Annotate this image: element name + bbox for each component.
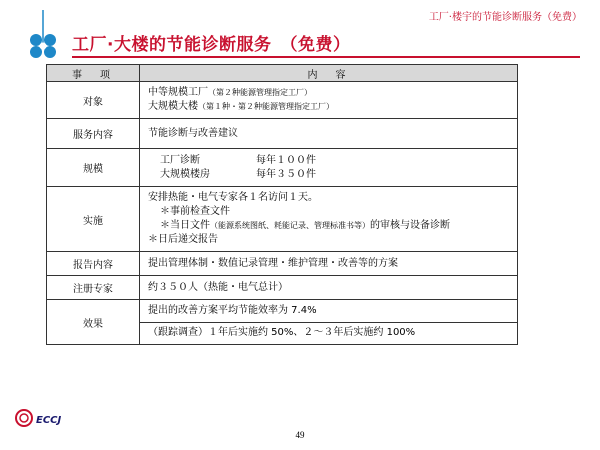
header-right-title: 工厂·楼宇的节能诊断服务（免费） — [428, 12, 582, 23]
implement-line3-a: ＊当日文件 — [160, 220, 210, 231]
service-table — [46, 64, 518, 345]
scale-b-value: 每年３５０件 — [256, 168, 316, 180]
implement-line3-b: 的审核与设备诊断 — [370, 220, 450, 231]
target-line1-main: 中等规模工厂 — [148, 87, 208, 98]
scale-b-label: 大规模楼房 — [160, 168, 210, 180]
row-key-implement: 实施 — [47, 187, 140, 252]
scale-a-value: 每年１００件 — [256, 154, 316, 166]
implement-line1: 安排热能・电气专家各１名访问１天。 — [148, 192, 318, 203]
effect-line1: 提出的改善方案平均节能效率为 7.4% — [148, 305, 317, 316]
row-key-experts: 注册专家 — [47, 276, 140, 300]
row-key-target: 对象 — [47, 82, 140, 119]
row-key-scale: 规模 — [47, 149, 140, 187]
table-row — [47, 119, 518, 149]
table-row — [47, 252, 518, 276]
row-value-effect — [140, 300, 518, 345]
table-row — [47, 276, 518, 300]
table-row — [47, 149, 518, 187]
row-value-service: 节能诊断与改善建议 — [140, 119, 518, 149]
column-header-content: 内 容 — [140, 65, 518, 82]
title-underline — [72, 56, 580, 58]
scale-a-label: 工厂诊断 — [160, 154, 200, 166]
target-line2-note: （第１种・第２种能源管理指定工厂） — [198, 102, 334, 111]
row-key-report: 报告内容 — [47, 252, 140, 276]
page-title: 工厂·大楼的节能诊断服务 （免费） — [72, 35, 351, 55]
effect-line2: （跟踪调查）１年后实施约 50%、２～３年后实施约 100% — [140, 322, 517, 340]
row-value-scale — [140, 149, 518, 187]
table-row — [47, 300, 518, 345]
row-key-effect: 效果 — [47, 300, 140, 345]
row-value-implement — [140, 187, 518, 252]
table-header-row — [47, 65, 518, 82]
row-key-service: 服务内容 — [47, 119, 140, 149]
table-row — [47, 187, 518, 252]
page-number: 49 — [295, 430, 305, 440]
row-value-report: 提出管理体制・数值记录管理・维护管理・改善等的方案 — [140, 252, 518, 276]
row-value-target — [140, 82, 518, 119]
table-row — [47, 82, 518, 119]
implement-line4: ＊日后递交报告 — [148, 234, 218, 245]
implement-line3-note: （能源系统图纸、耗能记录、管理标准书等） — [210, 221, 370, 230]
column-header-item: 事 项 — [47, 65, 140, 82]
target-line1-note: （第２种能源管理指定工厂） — [208, 88, 312, 97]
target-line2-main: 大规模大楼 — [148, 101, 198, 112]
footer-org-name: ECCJ — [36, 415, 62, 426]
row-value-experts: 约３５０人（热能・电气总计） — [140, 276, 518, 300]
implement-line2: ＊事前检查文件 — [160, 206, 230, 217]
clover-logo-icon — [22, 10, 64, 62]
eccj-logo-icon — [14, 408, 34, 428]
